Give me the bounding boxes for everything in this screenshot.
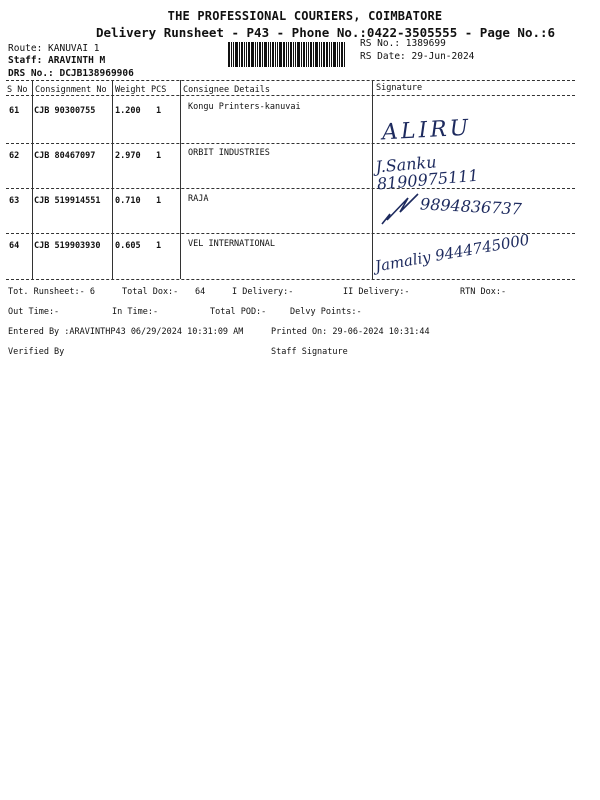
barcode-bar: [308, 42, 309, 67]
row-rule: [6, 188, 575, 189]
staff-label: Staff: ARAVINTH M: [8, 55, 106, 66]
barcode-bar: [326, 42, 328, 67]
ii-delivery: II Delivery:-: [343, 287, 410, 297]
barcode-bar: [277, 42, 278, 67]
table-header-rule: [6, 95, 575, 96]
barcode-bar: [279, 42, 282, 67]
barcode-bar: [288, 42, 289, 67]
barcode-bar: [339, 42, 340, 67]
barcode-bar: [228, 42, 230, 67]
barcode-bar: [283, 42, 285, 67]
barcode-bar: [239, 42, 240, 67]
barcode-bar: [231, 42, 232, 67]
runsheet-subtitle: Delivery Runsheet - P43 - Phone No.:0422-3505555 - Page No.:6: [96, 25, 556, 40]
cell-pcs: 1: [156, 241, 162, 251]
table-top-rule: [6, 80, 575, 81]
barcode-bar: [270, 42, 271, 67]
barcode-bar: [286, 42, 287, 67]
column-divider: [372, 80, 373, 279]
barcode-bar: [297, 42, 300, 67]
barcode-bar: [262, 42, 263, 67]
barcode-bar: [272, 42, 274, 67]
printed-on: Printed On: 29-06-2024 10:31:44: [271, 327, 430, 337]
barcode-bar: [341, 42, 343, 67]
staff-signature: Staff Signature: [271, 347, 348, 357]
drs-number: DRS No.: DCJB138969906: [8, 68, 134, 79]
cell-consignment: CJB 519914551: [34, 196, 101, 206]
cell-consignee: VEL INTERNATIONAL: [188, 239, 275, 249]
barcode-bar: [259, 42, 261, 67]
column-divider: [112, 80, 113, 279]
entered-by: Entered By :ARAVINTHP43 06/29/2024 10:31:09 AM: [8, 327, 244, 337]
barcode-bar: [293, 42, 294, 67]
barcode-bar: [255, 42, 256, 67]
total-dox-value: 64: [195, 287, 206, 297]
barcode-bar: [310, 42, 312, 67]
cell-pcs: 1: [156, 151, 162, 161]
verified-by: Verified By: [8, 347, 65, 357]
row-rule: [6, 143, 575, 144]
cell-consignee: RAJA: [188, 194, 209, 204]
cell-consignee: ORBIT INDUSTRIES: [188, 148, 270, 158]
tot-runsheet: Tot. Runsheet:- 6: [8, 287, 95, 297]
cell-sno: 61: [9, 106, 20, 116]
route-label: Route: KANUVAI 1: [8, 43, 100, 54]
col-header-pcs: PCS: [151, 85, 167, 95]
barcode-bar: [306, 42, 307, 67]
rs-date: RS Date: 29-Jun-2024: [360, 51, 475, 62]
total-dox-label: Total Dox:-: [122, 287, 179, 297]
col-header-signature: Signature: [376, 83, 423, 93]
cell-consignment: CJB 519903930: [34, 241, 101, 251]
cell-weight: 0.605: [115, 241, 141, 251]
barcode-bar: [241, 42, 243, 67]
company-title: THE PROFESSIONAL COURIERS, COIMBATORE: [167, 9, 443, 23]
out-time: Out Time:-: [8, 307, 60, 317]
col-header-weight: Weight: [115, 85, 146, 95]
barcode-bar: [235, 42, 238, 67]
handwritten-phone: 9894836737: [419, 194, 523, 219]
cell-sno: 63: [9, 196, 20, 206]
barcode: [228, 42, 352, 67]
barcode-bar: [246, 42, 247, 67]
col-header-consignment: Consignment No: [35, 85, 107, 95]
row-rule: [6, 233, 575, 234]
handwritten-signature: J.Sanku 8190975111: [374, 152, 480, 194]
barcode-bar: [319, 42, 320, 67]
barcode-bar: [331, 42, 332, 67]
barcode-bar: [313, 42, 314, 67]
barcode-bar: [323, 42, 325, 67]
col-header-sno: S No: [7, 85, 28, 95]
barcode-bar: [295, 42, 296, 67]
column-divider: [180, 80, 181, 279]
total-pod: Total POD:-: [210, 307, 267, 317]
barcode-bar: [275, 42, 276, 67]
cell-consignee: Kongu Printers-kanuvai: [188, 102, 301, 112]
column-divider: [32, 80, 33, 279]
cell-weight: 0.710: [115, 196, 141, 206]
barcode-bar: [233, 42, 234, 67]
barcode-bar: [337, 42, 338, 67]
in-time: In Time:-: [112, 307, 159, 317]
handwritten-signature: ALIRU: [381, 115, 472, 146]
barcode-bar: [315, 42, 318, 67]
cell-consignment: CJB 80467097: [34, 151, 96, 161]
i-delivery: I Delivery:-: [232, 287, 294, 297]
barcode-bar: [268, 42, 269, 67]
cell-weight: 2.970: [115, 151, 141, 161]
barcode-bar: [257, 42, 258, 67]
barcode-bar: [329, 42, 330, 67]
cell-consignment: CJB 90300755: [34, 106, 96, 116]
barcode-bar: [251, 42, 254, 67]
barcode-bar: [248, 42, 250, 67]
barcode-bar: [290, 42, 292, 67]
barcode-bar: [264, 42, 267, 67]
barcode-bar: [321, 42, 322, 67]
cell-pcs: 1: [156, 106, 162, 116]
cell-sno: 62: [9, 151, 20, 161]
col-header-consignee: Consignee Details: [183, 85, 270, 95]
barcode-bar: [301, 42, 302, 67]
barcode-bar: [244, 42, 245, 67]
delvy-points: Delvy Points:-: [290, 307, 362, 317]
rs-number: RS No.: 1389699: [360, 38, 446, 49]
barcode-bar: [303, 42, 305, 67]
cell-weight: 1.200: [115, 106, 141, 116]
rtn-dox: RTN Dox:-: [460, 287, 507, 297]
barcode-bar: [344, 42, 345, 67]
barcode-bar: [333, 42, 336, 67]
table-bottom-rule: [6, 279, 575, 280]
cell-sno: 64: [9, 241, 20, 251]
handwritten-signature: Jamaliy 9444745000: [373, 230, 531, 276]
cell-pcs: 1: [156, 196, 162, 206]
